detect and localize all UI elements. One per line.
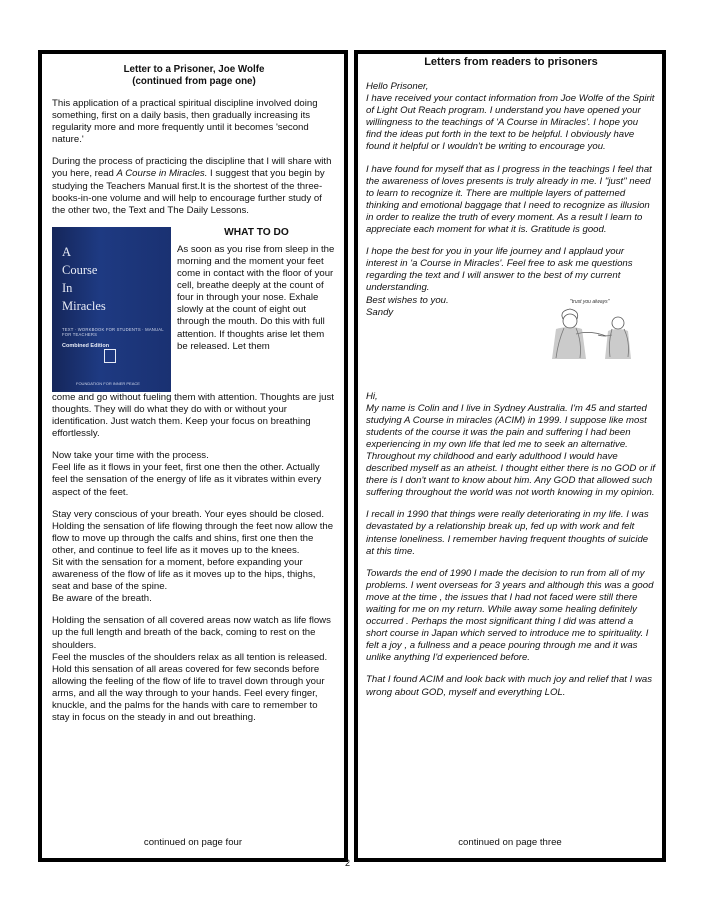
book-cover-image xyxy=(52,227,171,392)
left-paragraph-10: Holding the sensation of all covered areas now watch as life flows up the full length and breath of the back, coming to rest on the shoulders. xyxy=(52,615,331,651)
book-title-line3: In xyxy=(62,280,73,295)
letter1-close: Best wishes to you. xyxy=(366,294,449,306)
p2-end: I suggest that you begin by studying the Teachers Manual first.It is the shortest of the three-books-in-one volume and will help to encourage further study of the other two, the Text and The Daily Lessons. xyxy=(52,168,325,216)
book-title-line1: A xyxy=(62,244,72,259)
letter1-closing xyxy=(366,295,449,319)
book-publisher: FOUNDATION FOR INNER PEACE xyxy=(76,380,140,386)
sketch-drawing-icon xyxy=(540,299,648,367)
book-subtitle: TEXT · WORKBOOK FOR STUDENTS · MANUAL FOR TEACHERS xyxy=(62,326,164,337)
right-title: Letters from readers to prisoners xyxy=(424,56,598,68)
book-title-line2: Course xyxy=(62,262,98,277)
left-paragraph-12: Hold this sensation of all areas covered for few seconds before allowing the feeling of the flow of life to travel down through your arms, and all the way through to your hands. Feel every finger, knuckle, and the palms for the hands with care to remember to stay in focus on the steady in and out breathing. xyxy=(52,663,325,724)
left-paragraph-4: Now take your time with the process. xyxy=(52,450,209,462)
what-to-do-paragraph-a: As soon as you rise from sleep in the morning and the moment your feet come in contact with the floor of your cell, breathe deeply at the count of four in through your nose. Exhale slowly at the count of eight out through the mouth. Do this with full attention. If thoughts arise let them be released. Let them xyxy=(177,243,335,352)
left-title xyxy=(52,64,336,88)
letter1-signature: Sandy xyxy=(366,306,394,318)
letter2-paragraph-2: Throughout my childhood and early adulthood I would have described myself as an atheist. I thought either there is no GOD or if there is I don't want to know about him. Any GOD that allowed such suffering throughout the world was not worth knowing in my opinion. xyxy=(366,450,656,499)
book-logo-icon xyxy=(104,349,116,363)
left-footer: continued on page four xyxy=(143,837,243,848)
left-column xyxy=(38,50,348,862)
left-paragraph-8: Sit with the sensation for a moment, before expanding your awareness of the flow of life as it moves up to the hips, thighs, seat and base of the spine. xyxy=(52,556,316,593)
right-column xyxy=(354,50,666,862)
what-to-do-paragraph-b: come and go without fueling them with attention. Thoughts are just thoughts. They will do what they do with or without your identification. Just watch them. Keep your focus on breathing effortlessly. xyxy=(52,391,334,440)
letter1-closing-row xyxy=(366,295,656,367)
p2-start: During the process of practicing the discipline that I will share with you here, read xyxy=(52,156,332,180)
letter1-paragraph-3: I hope the best for you in your life journey and I applaud your interest in 'a Course in Miracles'. Feel free to ask me questions regarding the text and I will answer to the best of my current understanding. xyxy=(366,246,633,294)
right-footer: continued on page three xyxy=(458,837,562,848)
left-paragraph-7: Holding the sensation of life flowing through the feet now allow the flow to move up through the calfs and shins, first one then the other, and continue to feel life as it moves up to the knees. xyxy=(52,520,334,556)
letter2-greeting: Hi, xyxy=(366,390,378,402)
book-title-line4: Miracles xyxy=(62,298,106,313)
left-title-line2: (continued from page one) xyxy=(132,76,256,87)
left-paragraph-5: Feel life as it flows in your feet, first one then the other. Actually feel the sensation of the energy of life as it vibrates within every aspect of the feet. xyxy=(52,462,322,498)
letter2-paragraph-5: That I found ACIM and look back with much joy and relief that I was wrong about GOD, myself and everything LOL. xyxy=(366,674,652,698)
left-paragraph-11: Feel the muscles of the shoulders relax as all tention is released. xyxy=(52,651,328,663)
letter1-greeting: Hello Prisoner, xyxy=(366,81,429,92)
letter2-paragraph-1: My name is Colin and I live in Sydney Australia. I'm 45 and started studying A Course in miracles (ACIM) in 1999. I suppose like most students of the course it was the pain and suffering I had been experiencing in my own life that led me to seek an alternative. xyxy=(366,402,647,450)
letter1-paragraph-1: I have received your contact information from Joe Wolfe of the Spirit of Light Out Reach program. I understand you have opened your willingness to the teachings of 'A Course in Miracles'. I hope you find the ideas put forth in the text to be helpful. I obviously have found it helpful or I wouldn't be writing to encourage you. xyxy=(366,93,655,153)
what-to-do-text xyxy=(177,227,336,392)
left-paragraph-2 xyxy=(52,156,336,216)
left-title-line1: Letter to a Prisoner, Joe Wolfe xyxy=(123,64,265,75)
page-number: 2 xyxy=(345,858,351,868)
what-to-do-heading: WHAT TO DO xyxy=(224,226,289,238)
book-edition: Combined Edition xyxy=(62,342,110,349)
left-paragraph-9: Be aware of the breath. xyxy=(52,593,152,605)
book-section xyxy=(52,227,336,392)
sketch-caption: "trust you always" xyxy=(570,298,610,305)
left-paragraph-6: Stay very conscious of your breath. Your eyes should be closed. xyxy=(52,508,324,520)
letter2-paragraph-4: Towards the end of 1990 I made the decision to run from all of my problems. I went overseas for 3 years and although this was a good move at the time , the issues that I had not faced were still there waiting for me on my return. While away some healing definitely occurred . Perhaps the most significant thing I did was attend a short course in Japan which served to introduce me to spirituality. I felt a joy , a fullness and a peace pouring through me and it was unlike anything I'd experienced before. xyxy=(366,567,654,664)
left-paragraph-1: This application of a practical spiritual discipline involved doing something, first on a daily basis, then gradually increasing its regularity more and more frequently until it becomes 'second nature.' xyxy=(52,98,318,146)
p2-book-title: A Course in Miracles. xyxy=(116,168,208,180)
letter1-paragraph-2: I have found for myself that as I progress in the teachings I feel that the awareness of loves presents is truly already in me. I "just" need to learn to recognize it. There are multiple layers of patterned thinking and emotional baggage that I need to recognize as illusion in order to realize the truth of every moment. As a result I learn to appreciate each moment for what it is. Gratitude is good. xyxy=(366,163,652,236)
sketch-illustration xyxy=(540,299,648,367)
letter2-paragraph-3: I recall in 1990 that things were really deteriorating in my life. I was devastated by a relationship break up, fed up with work and felt intense loneliness. I remember having frequent thoughts of suicide at this time. xyxy=(366,509,649,557)
